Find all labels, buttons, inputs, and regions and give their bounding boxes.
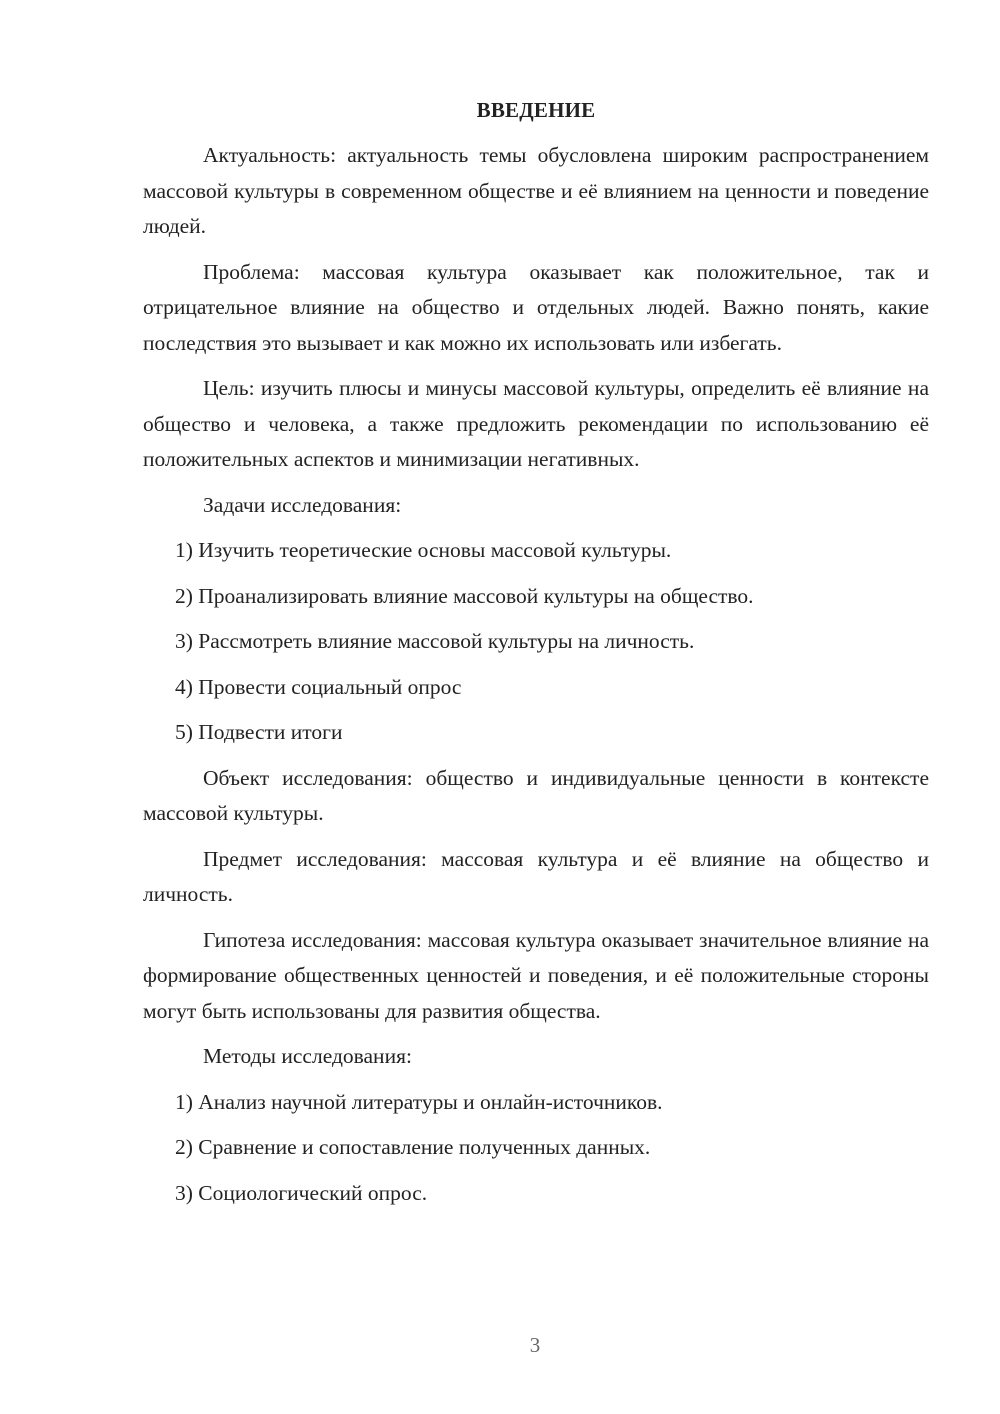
relevance-paragraph: Актуальность: актуальность темы обусловлена широким распространением массовой культуры в современном обществе и её влиянием на ценности и поведение людей. — [143, 143, 929, 238]
methods-list — [143, 1085, 929, 1212]
list-item: 5) Подвести итоги — [175, 720, 343, 744]
list-item: 4) Провести социальный опрос — [175, 674, 462, 699]
list-item: 2) Проанализировать влияние массовой культуры на общество. — [175, 583, 754, 608]
list-item: 3) Социологический опрос. — [175, 1180, 428, 1205]
subject-paragraph: Предмет исследования: массовая культура и её влияние на общество и личность. — [143, 846, 929, 906]
goal-paragraph: Цель: изучить плюсы и минусы массовой культуры, определить её влияние на общество и человека, а также предложить рекомендации по использованию её положительных аспектов и минимизации негативных. — [143, 376, 929, 471]
list-item: 1) Изучить теоретические основы массовой культуры. — [175, 538, 672, 562]
problem-paragraph: Проблема: массовая культура оказывает как положительное, так и отрицательное влияние на общество и отдельных людей. Важно понять, какие последствия это вызывает и как можно их использовать или избегать. — [143, 259, 929, 355]
hypothesis-paragraph: Гипотеза исследования: массовая культура оказывает значительное влияние на формирование общественных ценностей и поведения, и её положительные стороны могут быть использованы для развития общества. — [143, 927, 929, 1023]
tasks-title: Задачи исследования: — [203, 492, 402, 517]
methods-title: Методы исследования: — [203, 1044, 412, 1068]
object-paragraph: Объект исследования: общество и индивидуальные ценности в контексте массовой культуры. — [143, 765, 929, 825]
list-item: 2) Сравнение и сопоставление полученных данных. — [175, 1135, 651, 1159]
list-item: 1) Анализ научной литературы и онлайн-источников. — [175, 1089, 663, 1114]
list-item: 3) Рассмотреть влияние массовой культуры на личность. — [175, 629, 695, 653]
tasks-list — [143, 533, 929, 751]
page-number: 3 — [529, 1333, 541, 1357]
document-body — [143, 92, 929, 1211]
page-title: ВВЕДЕНИЕ — [476, 98, 596, 122]
